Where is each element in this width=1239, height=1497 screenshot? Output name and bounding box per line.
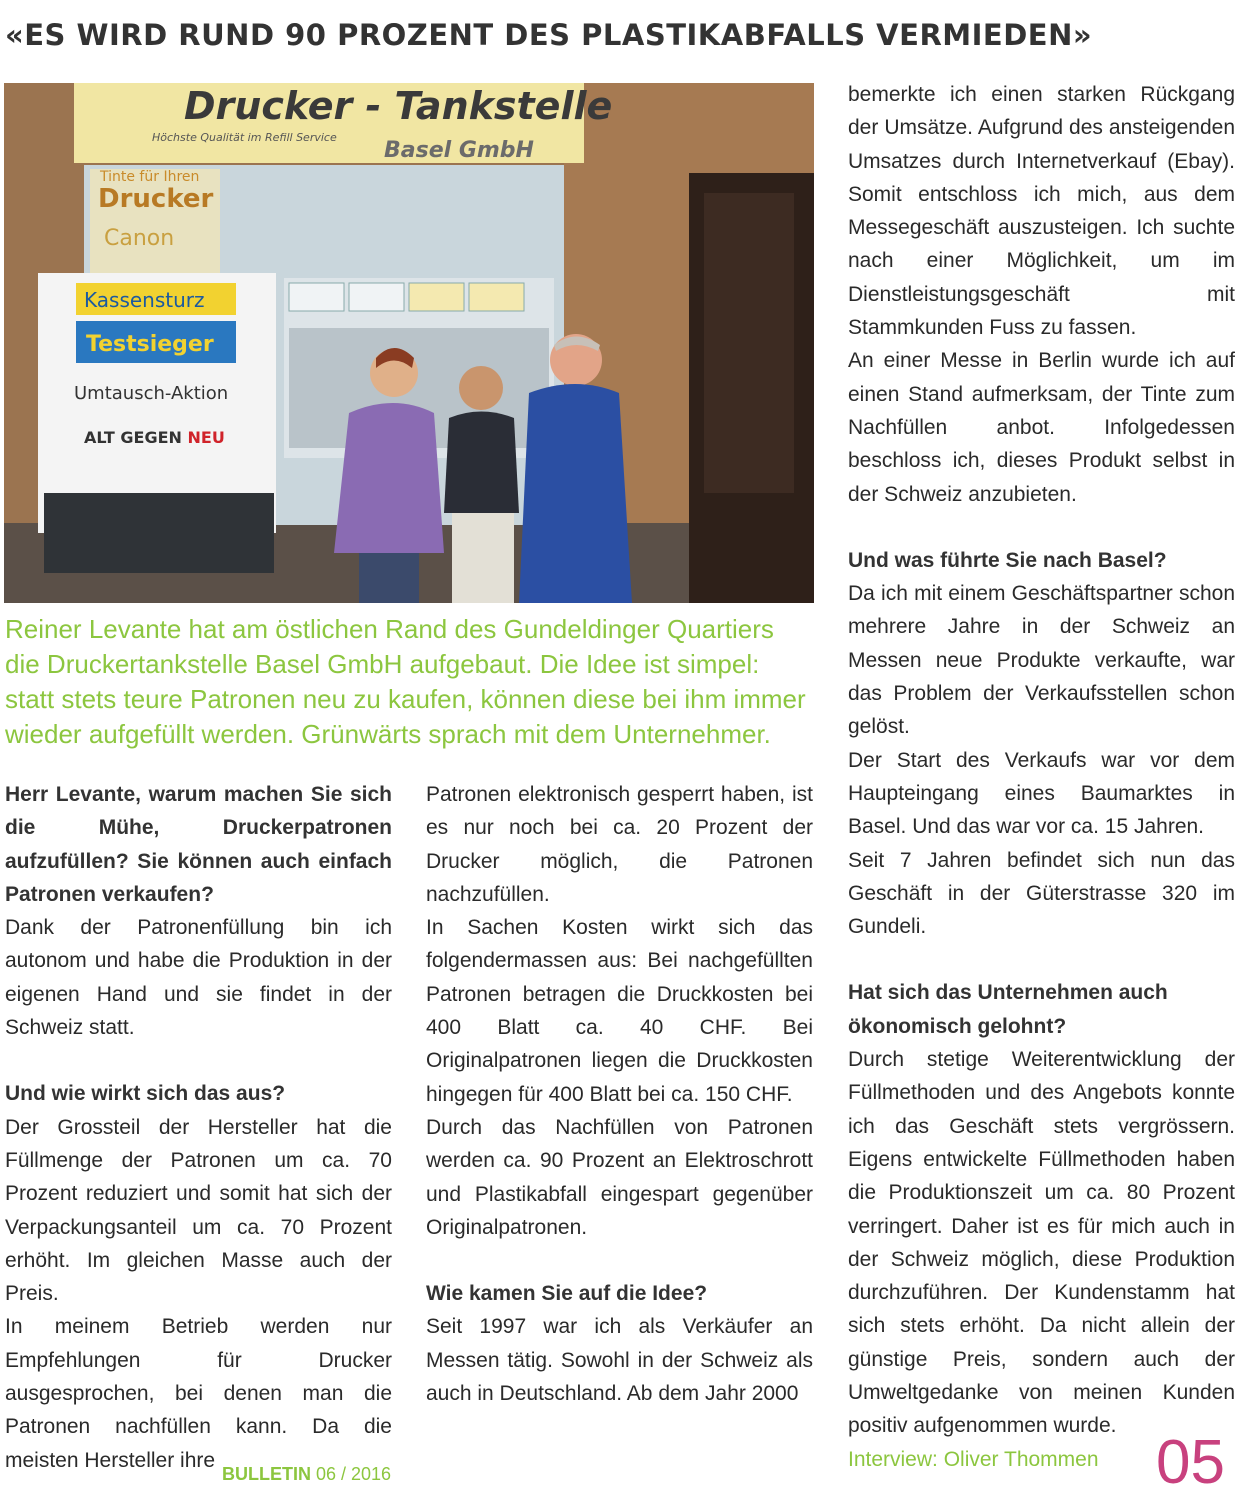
poster-line-1: Umtausch-Aktion (74, 383, 229, 404)
article-photo (4, 83, 814, 603)
page-number: 05 (1156, 1428, 1225, 1497)
answer-5: In Sachen Kosten wirkt sich das folgendermassen aus: Bei nachgefüllten Patronen betragen die Druckkosten bei 400 Blatt ca. 40 CHF. Bei Originalpatronen liegen die Druckkosten hingegen für 400 Blatt bei ca. 150 CHF. (426, 916, 813, 1106)
answer-2: Der Grossteil der Hersteller hat die Füllmenge der Patronen um ca. 70 Prozent reduziert und somit hat sich der Verpackungsanteil um ca. 70 Prozent erhöht. Im gleichen Masse auch der Preis. (5, 1115, 392, 1306)
lede-line: Reiner Levante hat am östlichen Rand des Gundeldinger Quartiers (5, 614, 774, 644)
lede-line: wieder aufgefüllt werden. Grünwärts sprach mit dem Unternehmer. (5, 719, 771, 749)
publication-issue: 06 / 2016 (311, 1464, 392, 1484)
answer-13: Durch stetige Weiterentwicklung der Füllmethoden und des Angebots konnte ich das Geschäft stets vergrössern. Eigens entwickelte Füllmethoden haben die Produktionszeit um ca. 80 Prozent verringert. Daher ist es für mich auch in der Schweiz möglich, diese Produktion durchzuführen. Der Kundenstamm hat sich stets erhöht. Da nicht allein der günstige Preis, sondern auch der Umweltgedanke von meinen Kunden positiv aufgenommen wurde. (848, 1048, 1235, 1438)
question-1: Herr Levante, warum machen Sie sich die Mühe, Druckerpatronen aufzufüllen? Sie können auch einfach Patronen verkaufen? (5, 783, 392, 906)
answer-10: Da ich mit einem Geschäftspartner schon mehrere Jahre in der Schweiz an Messen neue Produkte verkaufte, war das Problem der Verkaufsstellen schon gelöst. (848, 582, 1235, 739)
window-text-3: Canon (104, 226, 175, 251)
answer-9: An einer Messe in Berlin wurde ich auf einen Stand aufmerksam, der Tinte zum Nachfüllen anbot. Infolgedessen beschloss ich, dieses Produkt selbst in der Schweiz anzubieten. (848, 349, 1235, 506)
storefront-photo (4, 83, 814, 603)
shop-sign-tagline: Höchste Qualität im Refill Service (152, 131, 337, 144)
answer-4: Patronen elektronisch gesperrt haben, ist es nur noch bei ca. 20 Prozent der Drucker möglich, die Patronen nachzufüllen. (426, 783, 813, 906)
text-column-3 (848, 78, 1235, 1476)
text-column-2 (426, 778, 813, 1410)
answer-6: Durch das Nachfüllen von Patronen werden ca. 90 Prozent an Elektroschrott und Plastikabfall eingespart gegenüber Originalpatronen. (426, 1115, 813, 1239)
footer-publication (222, 1464, 391, 1485)
answer-8: bemerkte ich einen starken Rückgang der Umsätze. Aufgrund des ansteigenden Umsatzes durch Internetverkauf (Ebay). Somit entschloss ich mich, aus dem Messegeschäft auszusteigen. Ich suchte nach einer Möglichkeit, um im Dienstleistungsgeschäft mit Stammkunden Fuss zu fassen. (848, 83, 1235, 340)
answer-3: In meinem Betrieb werden nur Empfehlungen für Drucker ausgesprochen, bei denen man die Patronen nachfüllen kann. Da die meisten Hersteller ihre (5, 1315, 392, 1472)
poster-line-2a: ALT GEGEN (84, 428, 188, 447)
question-5: Hat sich das Unternehmen auch ökonomisch gelohnt? (848, 981, 1168, 1038)
poster-line-2b: NEU (187, 428, 225, 447)
svg-text:ALT GEGEN NEU (84, 428, 225, 447)
shop-sign-sub: Basel GmbH (384, 138, 534, 163)
answer-12: Seit 7 Jahren befindet sich nun das Geschäft in der Güterstrasse 320 im Gundeli. (848, 848, 1235, 939)
interview-credit: Interview: Oliver Thommen (848, 1447, 1099, 1471)
poster-badge-1: Kassensturz (84, 288, 205, 312)
publication-name: BULLETIN (222, 1464, 311, 1484)
answer-11: Der Start des Verkaufs war vor dem Haupteingang eines Baumarktes in Basel. Und das war vor ca. 15 Jahren. (848, 748, 1235, 839)
window-text-1: Tinte für Ihren (100, 169, 200, 185)
question-3: Wie kamen Sie auf die Idee? (426, 1282, 708, 1306)
text-column-1 (5, 778, 392, 1477)
article-headline: «ES WIRD RUND 90 PROZENT DES PLASTIKABFALLS VERMIEDEN» (5, 18, 1093, 52)
lede-line: die Druckertankstelle Basel GmbH aufgebaut. Die Idee ist simpel: (5, 649, 760, 679)
shop-sign-text: Drucker - Tankstelle (184, 84, 613, 128)
answer-7: Seit 1997 war ich als Verkäufer an Messen tätig. Sowohl in der Schweiz als auch in Deutschland. Ab dem Jahr 2000 (426, 1315, 813, 1406)
answer-1: Dank der Patronenfüllung bin ich autonom und habe die Produktion in der eigenen Hand und sie findet in der Schweiz statt. (5, 916, 392, 1040)
lede-line: statt stets teure Patronen neu zu kaufen, können diese bei ihm immer (5, 684, 806, 714)
question-2: Und wie wirkt sich das aus? (5, 1082, 286, 1106)
question-4: Und was führte Sie nach Basel? (848, 548, 1167, 572)
article-lede (5, 612, 820, 752)
poster-badge-2: Testsieger (86, 332, 214, 357)
window-text-2: Drucker (98, 184, 214, 214)
